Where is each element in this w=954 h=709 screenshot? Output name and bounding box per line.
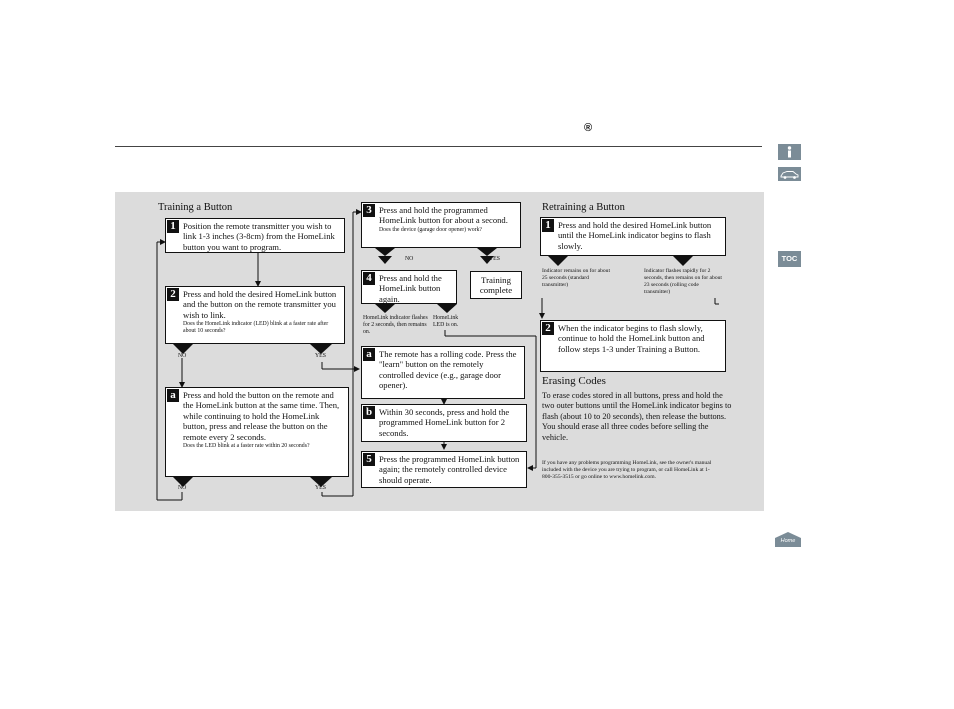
no-label: NO (178, 353, 187, 359)
erasing-codes-title: Erasing Codes (542, 375, 606, 387)
training-title: Training a Button (158, 202, 233, 213)
car-icon (778, 167, 801, 181)
step-number: 1 (542, 219, 554, 232)
step-text: Press and hold the desired HomeLink button until the HomeLink indicator begins to flash slowly. (558, 220, 712, 251)
yes-label: YES (315, 485, 326, 491)
training-step-4 (361, 270, 457, 304)
step-question: Does the HomeLink indicator (LED) blink at a faster rate after about 10 seconds? (183, 321, 329, 335)
toc-button[interactable]: TOC (778, 251, 801, 267)
training-step-a (165, 387, 349, 477)
no-label: NO (405, 256, 414, 262)
training-complete-box: Training complete (470, 271, 522, 299)
step-question: Does the LED blink at a faster rate within 20 seconds? (183, 443, 310, 450)
step-text: Press and hold the desired HomeLink button and the button on the remote transmitter you wish to link. (183, 289, 337, 320)
step-text: Within 30 seconds, press and hold the programmed HomeLink button for 2 seconds. (379, 407, 510, 438)
homelink-flowchart-panel (115, 192, 764, 511)
step-number: 4 (363, 272, 375, 285)
home-label: Home (780, 538, 796, 544)
rolling-step-b (361, 404, 527, 442)
step-text: Press the programmed HomeLink button again; the remotely controlled device should operate. (379, 454, 520, 485)
registered-mark: ® (584, 122, 593, 134)
led-on-label: HomeLink LED is on. (433, 315, 459, 328)
step-number: 5 (363, 453, 375, 466)
vehicle-button[interactable] (778, 167, 801, 181)
step-text: Position the remote transmitter you wish to link 1-3 inches (3-8cm) from the HomeLink button you want to program. (183, 221, 335, 252)
rolling-step-a (361, 346, 525, 399)
info-button[interactable] (778, 144, 801, 160)
step-text: Press and hold the HomeLink button again. (379, 273, 442, 304)
rolling-code-transmitter-note: Indicator flashes rapidly for 2 seconds, then remains on for about 23 seconds (rolling code transmitter) (644, 268, 722, 295)
training-step-3 (361, 202, 521, 248)
step-number: a (363, 348, 375, 361)
retraining-step-2 (540, 320, 726, 372)
step-number: b (363, 406, 375, 419)
step-number: a (167, 389, 179, 402)
header-rule (115, 146, 762, 147)
step-text: When the indicator begins to flash slowly, continue to hold the HomeLink button and follow steps 1-3 under Training a Button. (558, 323, 705, 354)
training-step-2 (165, 286, 345, 344)
info-icon (778, 144, 801, 160)
standard-transmitter-note: Indicator remains on for about 25 seconds (standard transmitter) (542, 268, 611, 288)
training-step-1 (165, 218, 345, 253)
yes-label: YES (315, 353, 326, 359)
step-number: 2 (542, 322, 554, 335)
step-text: The remote has a rolling code. Press the "learn" button on the remotely controlled device (e.g., garage door opener). (379, 349, 517, 391)
training-step-5 (361, 451, 527, 488)
help-text: If you have any problems programming HomeLink, see the owner's manual included with the device you are trying to program, or call HomeLink at 1-800-355-3515 or go online to www.homelink.com. (542, 460, 712, 480)
no-label: NO (178, 485, 187, 491)
led-flash-label: HomeLink indicator flashes for 2 seconds, then remains on. (363, 315, 428, 335)
retraining-step-1 (540, 217, 726, 256)
yes-label: YES (489, 256, 500, 262)
step-question: Does the device (garage door opener) work? (379, 226, 483, 233)
step-number: 3 (363, 204, 375, 217)
erasing-codes-text: To erase codes stored in all buttons, press and hold the two outer buttons until the HomeLink indicator begins to flash (about 10 to 20 seconds), then release the buttons. You should erase all three codes before selling the vehicle. (542, 391, 732, 442)
step-text: Press and hold the button on the remote and the HomeLink button at the same time. Then, while continuing to hold the HomeLink button, press and release the button on the remote every 2 seconds. (183, 390, 340, 442)
home-button[interactable] (775, 532, 801, 547)
step-number: 1 (167, 220, 179, 233)
step-number: 2 (167, 288, 179, 301)
step-text: Press and hold the programmed HomeLink button for about a second. (379, 205, 508, 226)
retraining-title: Retraining a Button (542, 202, 625, 213)
